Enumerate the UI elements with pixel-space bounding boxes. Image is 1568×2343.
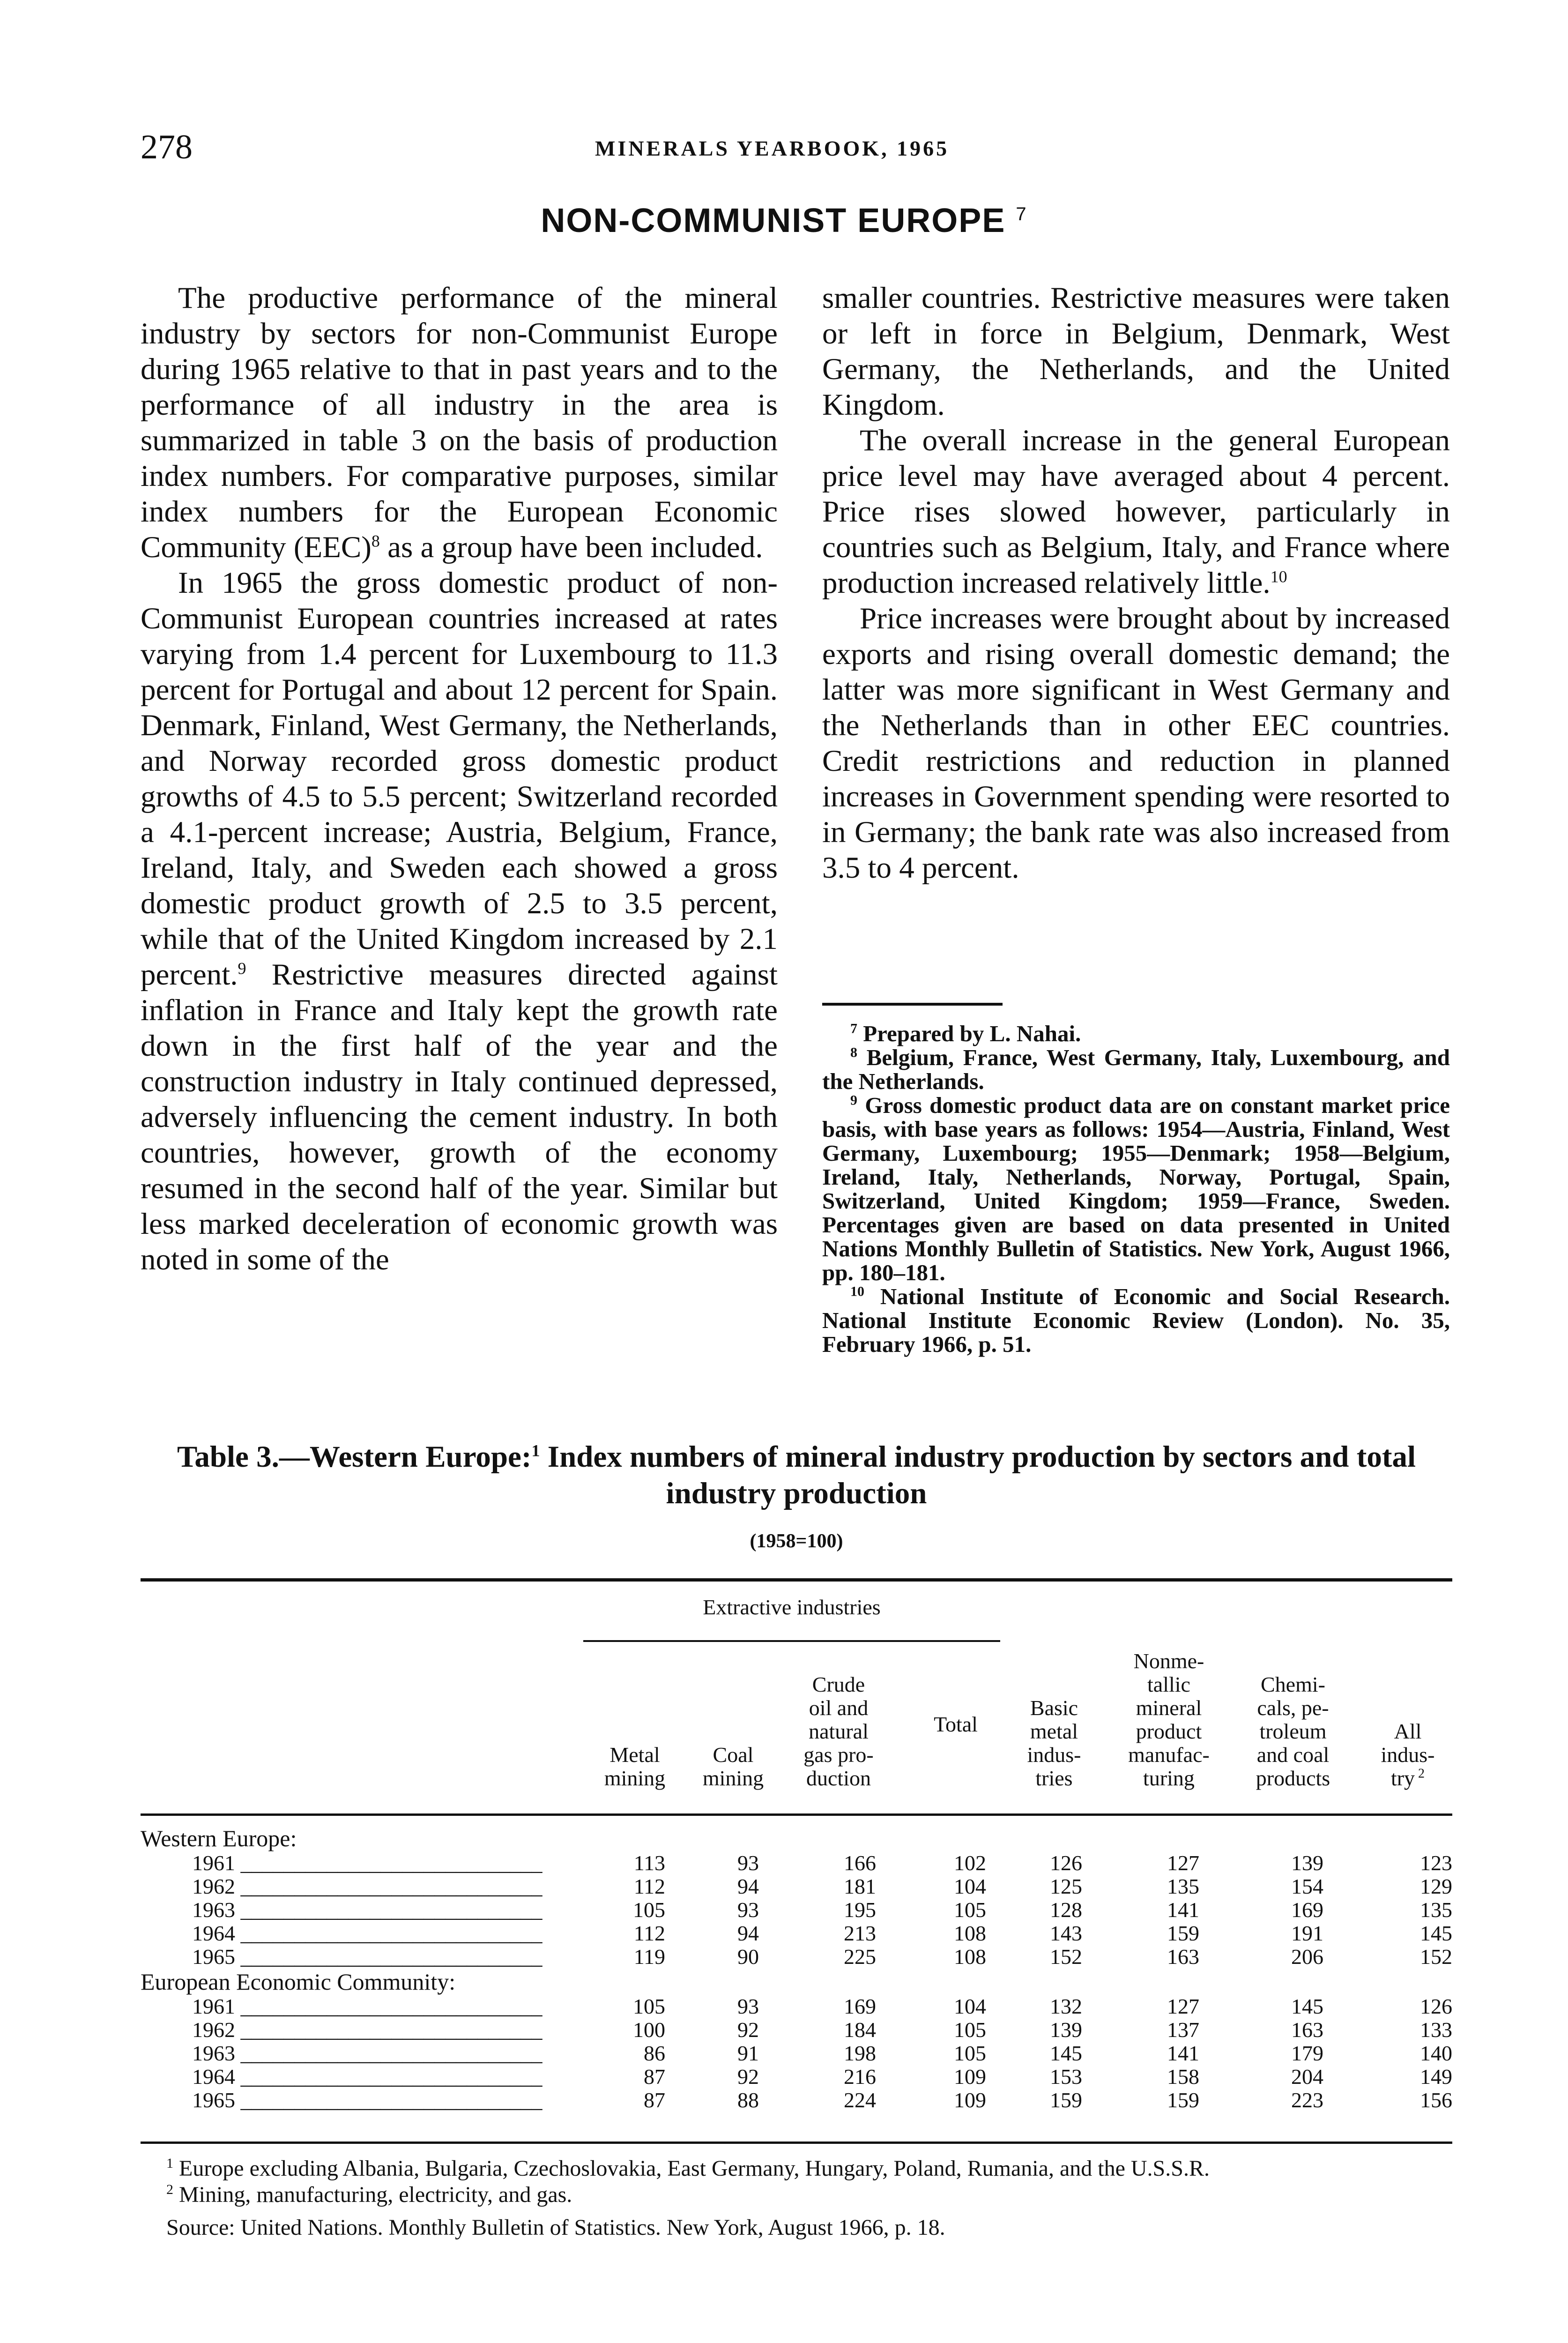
table-cell: 104: [954, 1874, 986, 1898]
column-header-line: gas pro-: [803, 1743, 874, 1767]
table-cell: 143: [1050, 1921, 1082, 1945]
table-cell: 93: [737, 1851, 759, 1875]
extractive-industries-header: Extractive industries: [703, 1595, 881, 1619]
table-title-lead: Table 3.—Western Europe:: [177, 1440, 532, 1474]
column-header-line: indus-: [1381, 1743, 1435, 1767]
table-cell: 139: [1050, 2018, 1082, 2042]
table-cell: 224: [844, 2088, 876, 2112]
table-title: [141, 1439, 1452, 1512]
column-header: [686, 1743, 780, 1790]
table-cell: 126: [1050, 1851, 1082, 1875]
footnote-text: National Institute of Economic and Social Research. National Institute Economic Review (London). No. 35, February 1966, p. 51.: [822, 1283, 1450, 1357]
table-note-text: Europe excluding Albania, Bulgaria, Czechoslovakia, East Germany, Hungary, Poland, Rumania, and the U.S.S.R.: [179, 2156, 1210, 2181]
body-left-column: [141, 280, 778, 1277]
footnote-text: Belgium, France, West Germany, Italy, Luxembourg, and the Netherlands.: [822, 1045, 1450, 1094]
column-header-line: mineral: [1136, 1696, 1202, 1720]
running-head: MINERALS YEARBOOK, 1965: [595, 136, 950, 160]
column-header-line: turing: [1143, 1766, 1195, 1790]
table-cell: 184: [844, 2018, 876, 2042]
column-header-line: All: [1394, 1719, 1422, 1743]
footnote-text: Gross domestic product data are on constant market price basis, with base years as follows: 1954—Austria, Finland, West Germany, Luxembourg; 1955—Denmark; 1958—Belgium, Ireland, Italy, Netherlands, Norway, Portugal, Spain, Switzerland, United Kingdom; 1959—France, Sweden. Percentages given are based on data presented in United Nations Monthly Bulletin of Statistics. New York, August 1966, pp. 180–181.: [822, 1092, 1450, 1285]
table-cell: 126: [1420, 1994, 1452, 2018]
table-cell: 92: [737, 2018, 759, 2042]
column-header-line: manufac-: [1128, 1743, 1210, 1767]
table-cell: 195: [844, 1898, 876, 1922]
paragraph-text: Price increases were brought about by increased exports and rising overall domestic demand; the latter was more significant in West Germany and the Netherlands than in other EEC countries. Credit restrictions and reduction in planned increases in Government spending were resorted to in Germany; the bank rate was also increased from 3.5 to 4 percent.: [822, 602, 1450, 885]
column-header-line: Basic: [1030, 1696, 1078, 1720]
column-header-line: Crude: [812, 1672, 865, 1696]
table-cell: 132: [1050, 1994, 1082, 2018]
paragraph: [141, 280, 778, 565]
table-cell: 90: [737, 1945, 759, 1969]
table-cell: 204: [1291, 2065, 1323, 2089]
table-cell: 135: [1420, 1898, 1452, 1922]
paragraph: [141, 565, 778, 1277]
column-header-line: duction: [806, 1766, 871, 1790]
column-header-line: cals, pe-: [1257, 1696, 1329, 1720]
footnote: [822, 1022, 1450, 1045]
paragraph-text: The overall increase in the general European price level may have averaged about 4 percent. Price rises slowed however, particularly in countries such as Belgium, Italy, and France where production increased relatively little.: [822, 424, 1450, 600]
table-top-rule: [141, 1578, 1452, 1582]
footnote-ref: 9: [238, 959, 246, 978]
table-cell: 141: [1167, 2041, 1199, 2065]
column-header: [782, 1673, 895, 1790]
table-cell: 206: [1291, 1945, 1323, 1969]
column-header-line: oil and: [809, 1696, 869, 1720]
table-cell: 105: [633, 1898, 665, 1922]
table-cell: 152: [1420, 1945, 1452, 1969]
table-cell: 153: [1050, 2065, 1082, 2089]
table-cell: 135: [1167, 1874, 1199, 1898]
column-header: [1007, 1696, 1101, 1790]
footnote-text: Prepared by L. Nahai.: [863, 1021, 1081, 1046]
table-cell: 223: [1291, 2088, 1323, 2112]
table-row-year: 1962 ____________________________: [192, 2018, 542, 2042]
column-header-line: Total: [934, 1712, 978, 1736]
footnote-mark: 7: [850, 1021, 857, 1037]
table-notes: [141, 2156, 1452, 2241]
table-note-text: Mining, manufacturing, electricity, and gas.: [179, 2182, 572, 2207]
footnote-ref: 10: [1270, 567, 1287, 586]
column-header-line: Metal: [609, 1743, 660, 1767]
table-cell: 163: [1167, 1945, 1199, 1969]
column-header-line: indus-: [1027, 1743, 1081, 1767]
table-group-label: Western Europe:: [141, 1825, 297, 1851]
footnote: [822, 1093, 1450, 1284]
table-cell: 154: [1291, 1874, 1323, 1898]
footnote-ref: 8: [371, 531, 380, 551]
column-header-line: natural: [809, 1719, 869, 1743]
column-header-line: Nonme-: [1133, 1649, 1204, 1673]
table-source: Source: United Nations. Monthly Bulletin of Statistics. New York, August 1966, p. 18.: [166, 2215, 945, 2240]
column-header-line: product: [1136, 1719, 1202, 1743]
column-header: [1110, 1649, 1227, 1790]
table-cell: 104: [954, 1994, 986, 2018]
table-cell: 108: [954, 1921, 986, 1945]
section-title-text: NON-COMMUNIST EUROPE: [541, 202, 1006, 239]
table-row-year: 1961 ____________________________: [192, 1994, 542, 2018]
table-cell: 105: [954, 2018, 986, 2042]
table-cell: 112: [633, 1874, 665, 1898]
column-header-line: metal: [1030, 1719, 1078, 1743]
page-number: 278: [141, 128, 193, 166]
paragraph-text: The productive performance of the mineral industry by sectors for non-Communist Europe during 1965 relative to that in past years and to the performance of all industry in the area is summarized in table 3 on the basis of production index numbers. For comparative purposes, similar index numbers for the European Economic Community (EEC): [141, 281, 778, 564]
column-header-line: mining: [702, 1766, 764, 1790]
table-cell: 93: [737, 1898, 759, 1922]
table-cell: 105: [954, 1898, 986, 1922]
table-row-year: 1963 ____________________________: [192, 1898, 542, 1922]
table-cell: 119: [633, 1945, 665, 1969]
paragraph: [822, 601, 1450, 886]
column-header-line: try $^2$: [1390, 1766, 1425, 1790]
table-note: [141, 2182, 1452, 2208]
table-cell: 159: [1167, 2088, 1199, 2112]
column-header: [588, 1743, 682, 1790]
column-header: [914, 1713, 998, 1736]
table-cell: 225: [844, 1945, 876, 1969]
column-header-line: troleum: [1259, 1719, 1327, 1743]
table-cell: 128: [1050, 1898, 1082, 1922]
table-cell: 86: [644, 2041, 665, 2065]
table-row-year: 1963 ____________________________: [192, 2041, 542, 2065]
column-header: [1232, 1673, 1354, 1790]
table-cell: 129: [1420, 1874, 1452, 1898]
table-note-mark: 1: [166, 2156, 173, 2171]
table-cell: 94: [737, 1921, 759, 1945]
table-cell: 159: [1167, 1921, 1199, 1945]
table-cell: 216: [844, 2065, 876, 2089]
table-cell: 123: [1420, 1851, 1452, 1875]
table-row-year: 1961 ____________________________: [192, 1851, 542, 1875]
table-cell: 156: [1420, 2088, 1452, 2112]
table-cell: 113: [633, 1851, 665, 1875]
footnote-rule: [822, 1003, 1003, 1006]
table-note: [141, 2156, 1452, 2182]
paragraph: [822, 280, 1450, 423]
table-cell: 137: [1167, 2018, 1199, 2042]
table-title-footnote-mark: 1: [531, 1441, 540, 1460]
column-header-line: tallic: [1147, 1672, 1190, 1696]
table-cell: 140: [1420, 2041, 1452, 2065]
section-title: [0, 201, 1568, 240]
table-cell: 166: [844, 1851, 876, 1875]
table-cell: 159: [1050, 2088, 1082, 2112]
footnote: [822, 1045, 1450, 1093]
table-cell: 100: [633, 2018, 665, 2042]
column-header: [1373, 1720, 1443, 1790]
table-cell: 109: [954, 2088, 986, 2112]
table-cell: 92: [737, 2065, 759, 2089]
table-cell: 109: [954, 2065, 986, 2089]
table-cell: 93: [737, 1994, 759, 2018]
column-header-line: mining: [604, 1766, 666, 1790]
column-header-line: products: [1256, 1766, 1330, 1790]
table-title-text: Index numbers of mineral industry production by sectors and total industry production: [540, 1440, 1416, 1510]
paragraph-text: Restrictive measures directed against inflation in France and Italy kept the growth rate down in the first half of the year and the construction industry in Italy continued depressed, adversely influencing the cement industry. In both countries, however, growth of the economy resumed in the second half of the year. Similar but less marked deceleration of economic growth was noted in some of the: [141, 958, 778, 1276]
table-row-year: 1965 ____________________________: [192, 2088, 542, 2112]
extractive-span-rule: [583, 1640, 1000, 1642]
footnote-mark: 8: [850, 1045, 857, 1060]
table-cell: 149: [1420, 2065, 1452, 2089]
paragraph-text: as a group have been included.: [379, 530, 763, 564]
table-group-label: European Economic Community:: [141, 1969, 456, 1995]
table-cell: 191: [1291, 1921, 1323, 1945]
table-header-rule: [141, 1813, 1452, 1816]
table-cell: 179: [1291, 2041, 1323, 2065]
column-header-line: Chemi-: [1261, 1672, 1325, 1696]
table-cell: 169: [1291, 1898, 1323, 1922]
section-title-footnote-mark: 7: [1016, 204, 1027, 224]
table-cell: 105: [633, 1994, 665, 2018]
table-cell: 133: [1420, 2018, 1452, 2042]
table-cell: 87: [644, 2088, 665, 2112]
table-cell: 127: [1167, 1994, 1199, 2018]
footnotes: [822, 1022, 1450, 1356]
table-cell: 163: [1291, 2018, 1323, 2042]
paragraph-text: In 1965 the gross domestic product of non-Communist European countries increased at rates varying from 1.4 percent for Luxembourg to 11.3 percent for Portugal and about 12 percent for Spain. Denmark, Finland, West Germany, the Netherlands, and Norway recorded gross domestic product growths of 4.5 to 5.5 percent; Switzerland recorded a 4.1-percent increase; Austria, Belgium, France, Ireland, Italy, and Sweden each showed a gross domestic product growth of 2.5 to 3.5 percent, while that of the United Kingdom increased by 2.1 percent.: [141, 566, 778, 992]
table-base-year: (1958=100): [750, 1530, 843, 1552]
table-cell: 88: [737, 2088, 759, 2112]
paragraph-text: smaller countries. Restrictive measures were taken or left in force in Belgium, Denmark, West Germany, the Netherlands, and the United Kingdom.: [822, 281, 1450, 422]
table-cell: 139: [1291, 1851, 1323, 1875]
table-cell: 112: [633, 1921, 665, 1945]
table-cell: 125: [1050, 1874, 1082, 1898]
table-cell: 152: [1050, 1945, 1082, 1969]
table-cell: 198: [844, 2041, 876, 2065]
footnote-mark: 9: [850, 1092, 857, 1108]
table-row-year: 1964 ____________________________: [192, 2065, 542, 2089]
table-cell: 213: [844, 1921, 876, 1945]
table-cell: 145: [1291, 1994, 1323, 2018]
table-cell: 145: [1050, 2041, 1082, 2065]
column-header-footnote-mark: 2: [1415, 1766, 1425, 1781]
table-cell: 169: [844, 1994, 876, 2018]
table-cell: 181: [844, 1874, 876, 1898]
table-cell: 127: [1167, 1851, 1199, 1875]
table-cell: 91: [737, 2041, 759, 2065]
body-right-column: [822, 280, 1450, 886]
table-bottom-rule: [141, 2142, 1452, 2144]
table-cell: 145: [1420, 1921, 1452, 1945]
table-cell: 158: [1167, 2065, 1199, 2089]
column-header-line: and coal: [1256, 1743, 1330, 1767]
table-cell: 108: [954, 1945, 986, 1969]
column-header-line: tries: [1035, 1766, 1073, 1790]
table-cell: 141: [1167, 1898, 1199, 1922]
table-row-year: 1962 ____________________________: [192, 1874, 542, 1898]
table-cell: 87: [644, 2065, 665, 2089]
table-row-year: 1964 ____________________________: [192, 1921, 542, 1945]
paragraph: [822, 423, 1450, 601]
table-row-year: 1965 ____________________________: [192, 1945, 542, 1969]
table-cell: 105: [954, 2041, 986, 2065]
footnote: [822, 1284, 1450, 1356]
table-cell: 102: [954, 1851, 986, 1875]
footnote-mark: 10: [850, 1283, 864, 1299]
table-cell: 94: [737, 1874, 759, 1898]
table-note-mark: 2: [166, 2182, 173, 2197]
column-header-line: Coal: [713, 1743, 754, 1767]
